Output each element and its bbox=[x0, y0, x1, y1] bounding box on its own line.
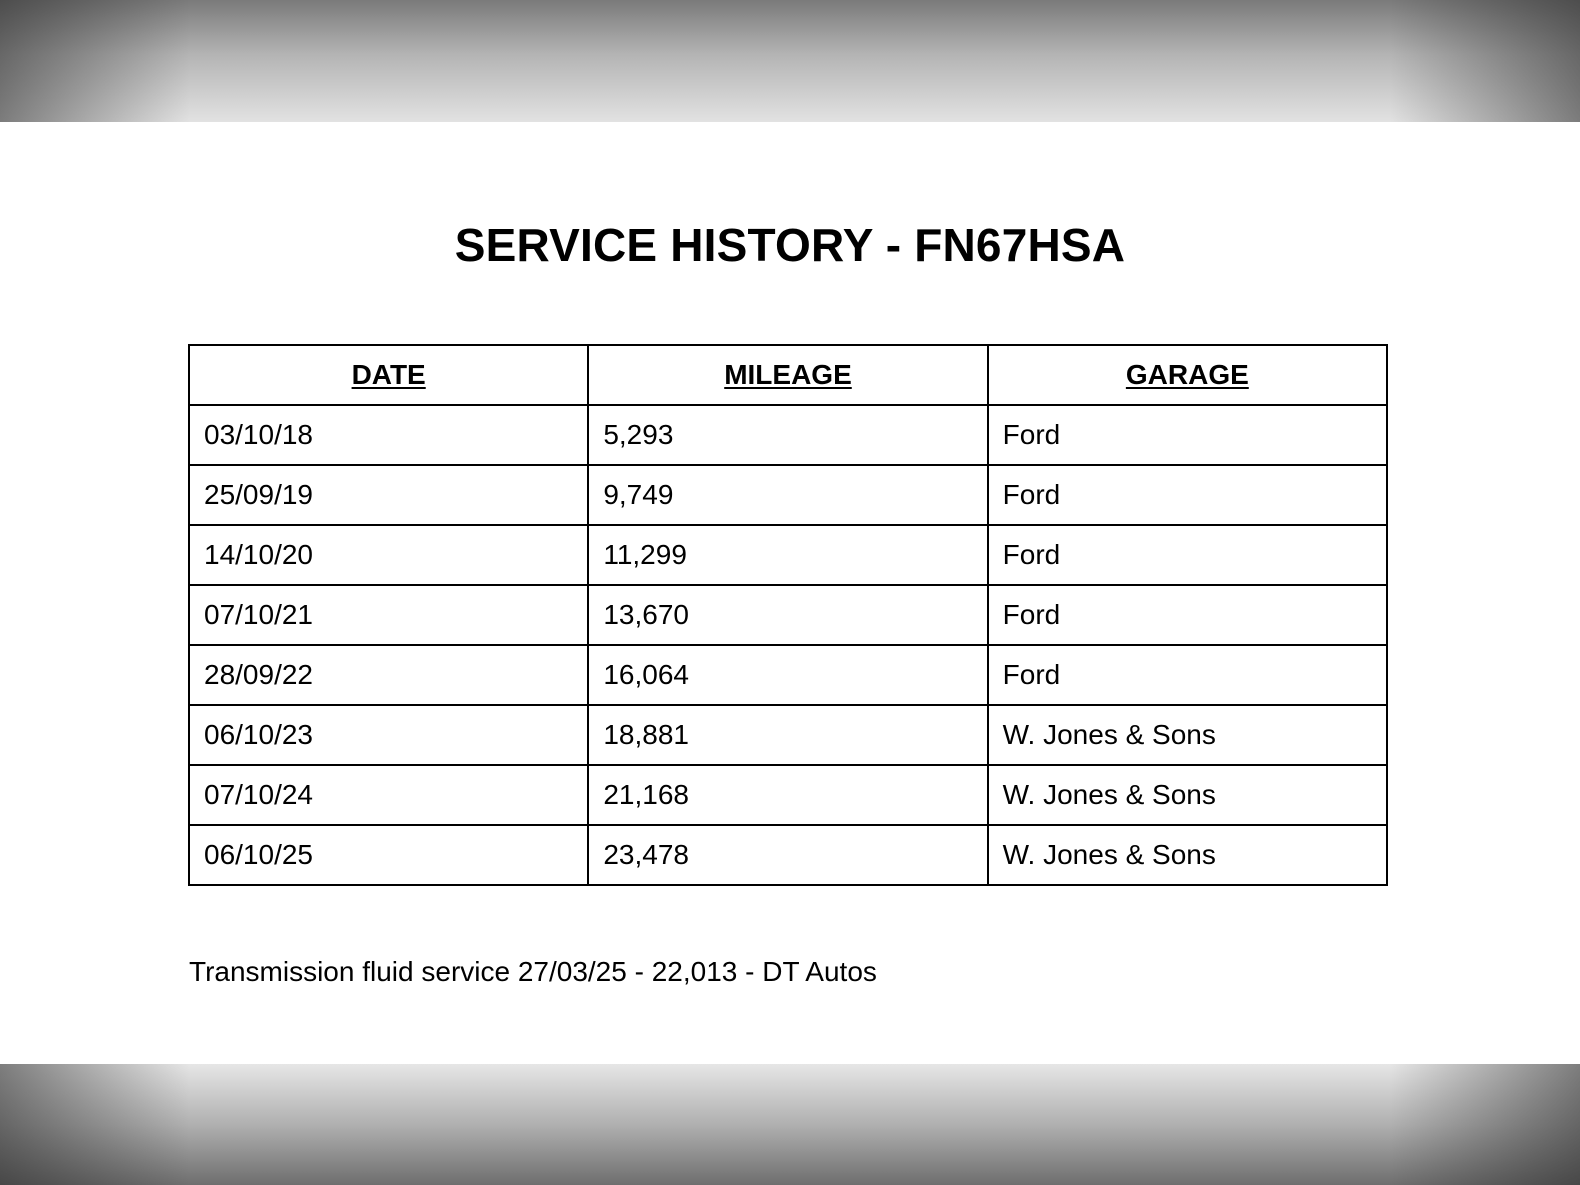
cell-garage: Ford bbox=[988, 525, 1387, 585]
cell-date: 06/10/23 bbox=[189, 705, 588, 765]
transmission-service-note: Transmission fluid service 27/03/25 - 22,013 - DT Autos bbox=[189, 956, 877, 987]
column-header-mileage: MILEAGE bbox=[588, 345, 987, 405]
table-row bbox=[189, 705, 1387, 765]
cell-garage: Ford bbox=[988, 585, 1387, 645]
top-vignette-band bbox=[0, 0, 1580, 122]
cell-date: 07/10/24 bbox=[189, 765, 588, 825]
table-row bbox=[189, 585, 1387, 645]
table-row bbox=[189, 765, 1387, 825]
table-row bbox=[189, 525, 1387, 585]
document-page bbox=[0, 122, 1580, 1064]
cell-date: 25/09/19 bbox=[189, 465, 588, 525]
cell-mileage: 11,299 bbox=[588, 525, 987, 585]
cell-date: 03/10/18 bbox=[189, 405, 588, 465]
table-row bbox=[189, 405, 1387, 465]
column-header-garage: GARAGE bbox=[988, 345, 1387, 405]
cell-mileage: 13,670 bbox=[588, 585, 987, 645]
cell-garage: Ford bbox=[988, 465, 1387, 525]
table-row bbox=[189, 465, 1387, 525]
cell-date: 14/10/20 bbox=[189, 525, 588, 585]
cell-mileage: 16,064 bbox=[588, 645, 987, 705]
table-header-row bbox=[189, 345, 1387, 405]
table-row bbox=[189, 825, 1387, 885]
cell-date: 07/10/21 bbox=[189, 585, 588, 645]
cell-garage: W. Jones & Sons bbox=[988, 765, 1387, 825]
table-row bbox=[189, 645, 1387, 705]
cell-mileage: 23,478 bbox=[588, 825, 987, 885]
cell-mileage: 5,293 bbox=[588, 405, 987, 465]
column-header-date: DATE bbox=[189, 345, 588, 405]
cell-date: 06/10/25 bbox=[189, 825, 588, 885]
cell-garage: W. Jones & Sons bbox=[988, 825, 1387, 885]
cell-mileage: 9,749 bbox=[588, 465, 987, 525]
page-title: SERVICE HISTORY - FN67HSA bbox=[454, 219, 1126, 271]
cell-date: 28/09/22 bbox=[189, 645, 588, 705]
cell-mileage: 18,881 bbox=[588, 705, 987, 765]
service-history-table bbox=[188, 344, 1388, 886]
cell-mileage: 21,168 bbox=[588, 765, 987, 825]
cell-garage: Ford bbox=[988, 405, 1387, 465]
bottom-vignette-band bbox=[0, 1064, 1580, 1185]
cell-garage: Ford bbox=[988, 645, 1387, 705]
cell-garage: W. Jones & Sons bbox=[988, 705, 1387, 765]
